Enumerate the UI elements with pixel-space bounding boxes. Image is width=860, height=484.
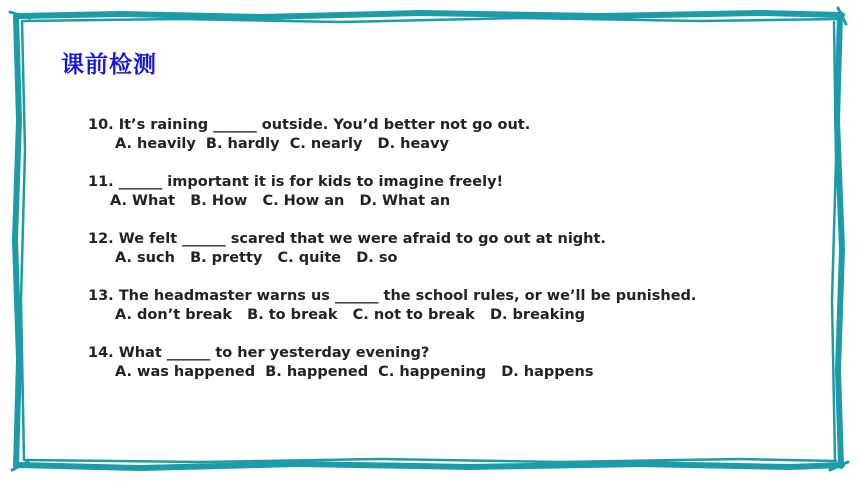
slide-title: 课前检测 xyxy=(61,52,157,78)
question-list xyxy=(88,116,808,401)
question-options: A. What B. How C. How an D. What an xyxy=(110,193,451,209)
question-options: A. was happened B. happened C. happening D. happens xyxy=(115,364,594,380)
question-options: A. heavily B. hardly C. nearly D. heavy xyxy=(115,136,449,152)
question-item xyxy=(88,287,808,325)
question-stem: 11. ______ important it is for kids to imagine freely! xyxy=(88,174,504,190)
question-stem: 10. It’s raining ______ outside. You’d better not go out. xyxy=(88,117,531,133)
question-item xyxy=(88,230,808,268)
question-stem: 12. We felt ______ scared that we were afraid to go out at night. xyxy=(88,231,606,247)
question-stem: 13. The headmaster warns us ______ the school rules, or we’ll be punished. xyxy=(88,288,697,304)
question-options: A. don’t break B. to break C. not to break D. breaking xyxy=(115,307,586,323)
question-item xyxy=(88,344,808,382)
question-stem: 14. What ______ to her yesterday evening? xyxy=(88,345,430,361)
question-item xyxy=(88,173,808,211)
question-item xyxy=(88,116,808,154)
question-options: A. such B. pretty C. quite D. so xyxy=(115,250,398,266)
